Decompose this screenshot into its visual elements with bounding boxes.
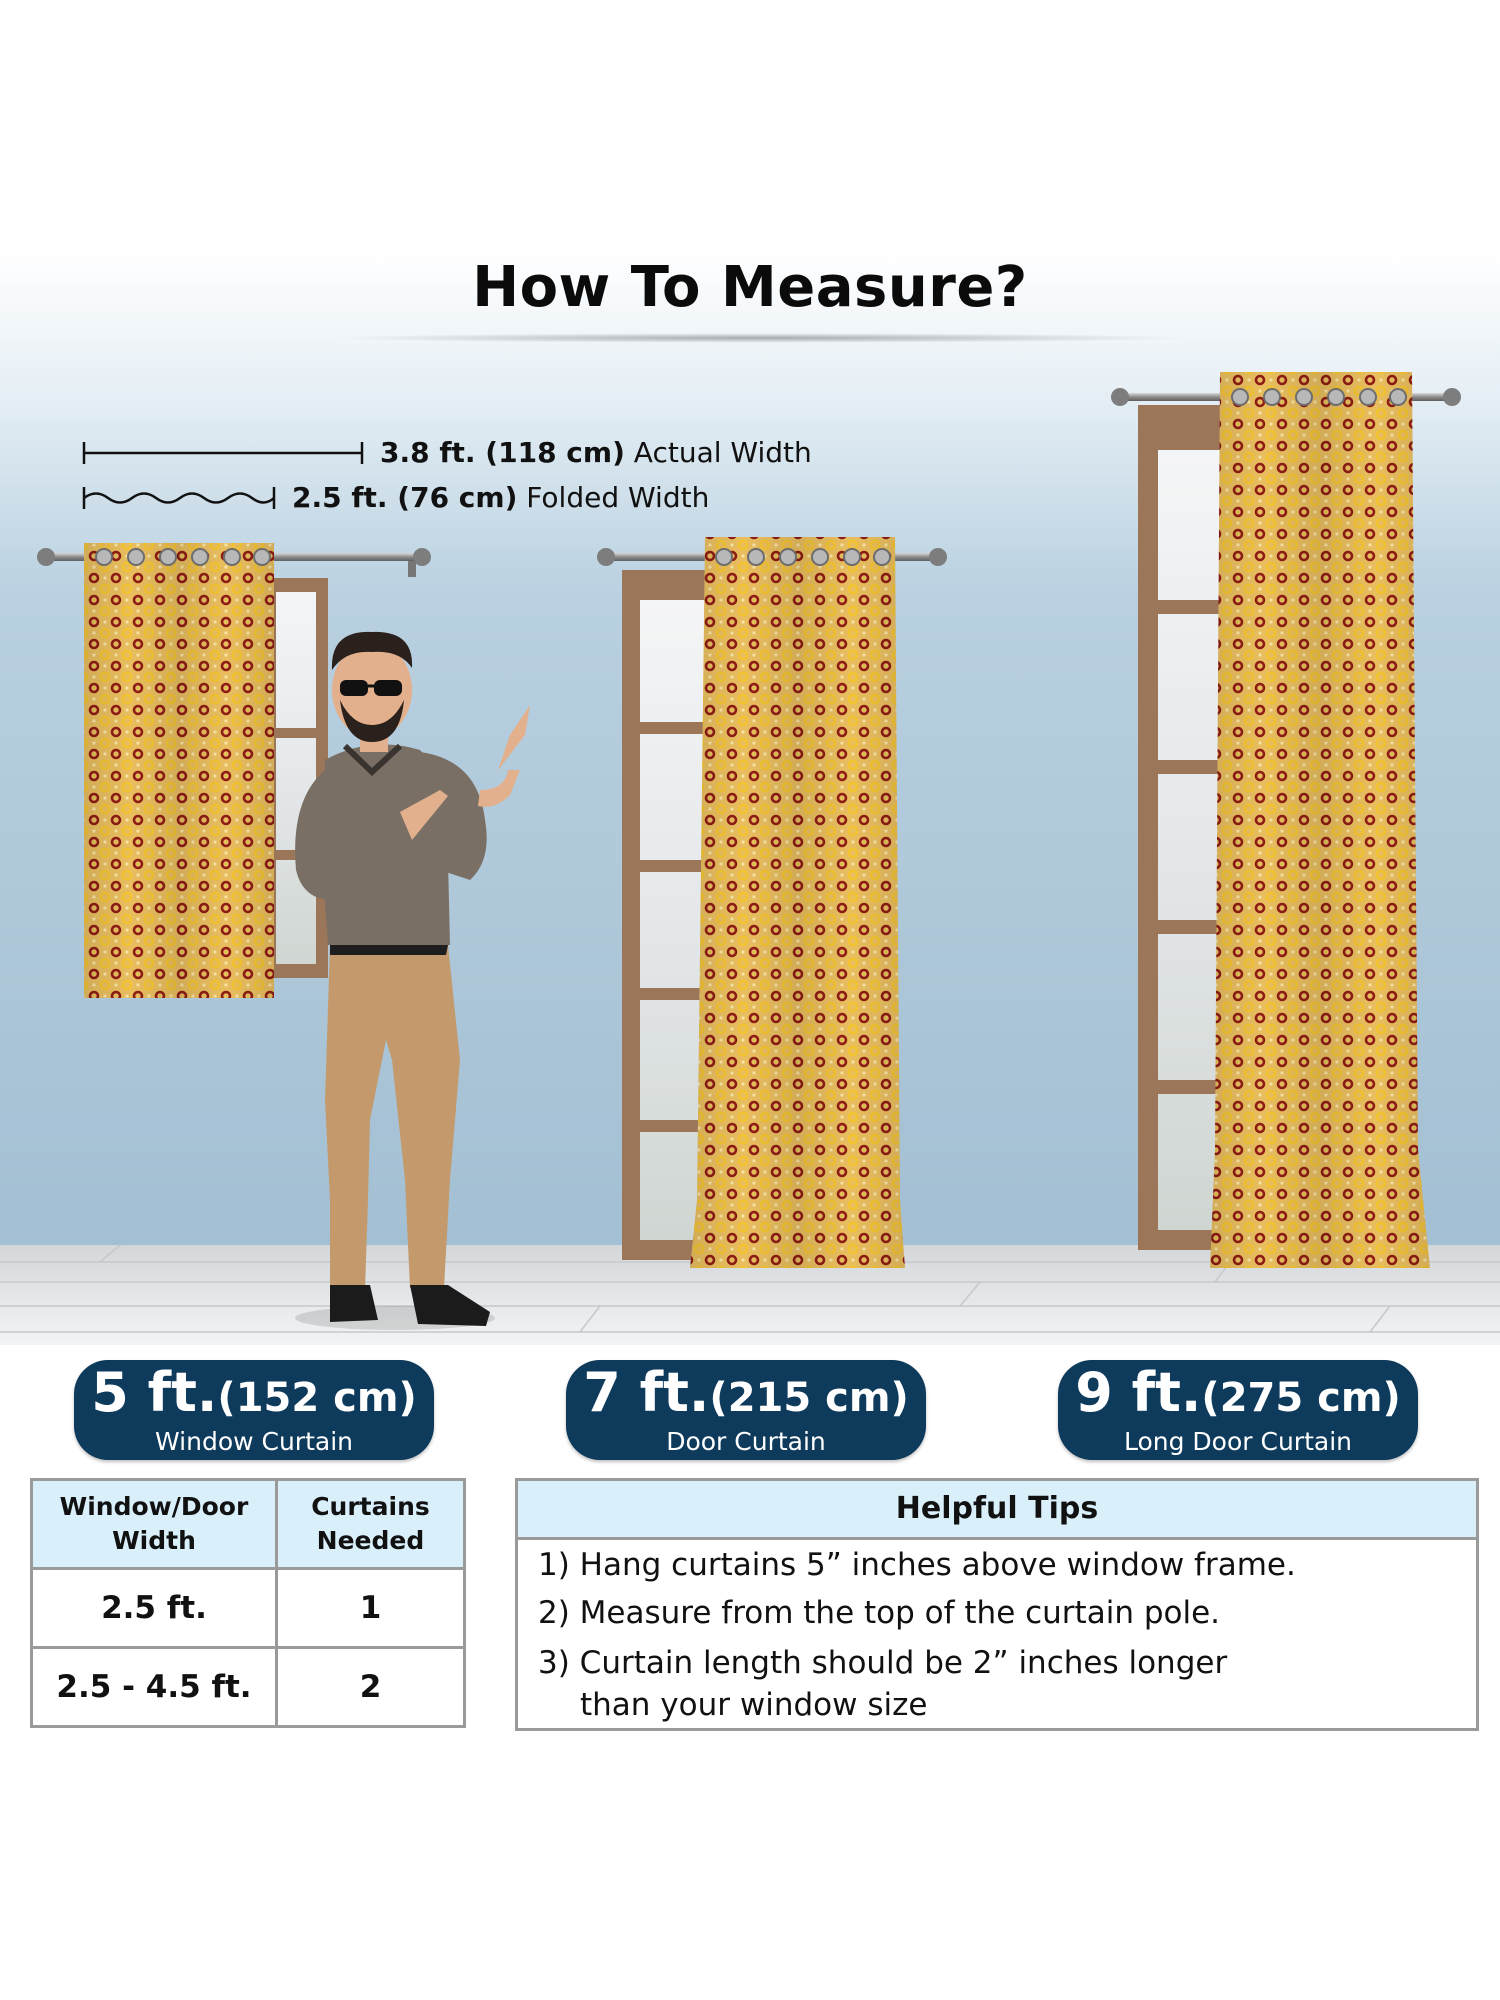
table-row — [32, 1569, 465, 1648]
folded-width-label — [292, 481, 709, 514]
folded-width-value: 2.5 ft. (76 cm) — [292, 481, 518, 514]
size-length: 9 ft. — [1075, 1361, 1202, 1424]
size-badge-long-door-curtain — [1058, 1360, 1418, 1460]
actual-width-value: 3.8 ft. (118 cm) — [380, 436, 625, 469]
header-curtains-needed: Curtains Needed — [276, 1480, 464, 1569]
curtains-needed-table — [30, 1478, 466, 1728]
cell-count: 1 — [276, 1569, 464, 1648]
size-length: 5 ft. — [91, 1361, 218, 1424]
table-row — [32, 1648, 465, 1727]
actual-width-label — [380, 436, 812, 469]
tip-item: than your window size — [580, 1687, 928, 1723]
size-length: 7 ft. — [583, 1361, 710, 1424]
header-width: Window/Door Width — [32, 1480, 277, 1569]
table-header-row — [32, 1480, 465, 1569]
folded-width-text: Folded Width — [526, 481, 710, 514]
cell-count: 2 — [276, 1648, 464, 1727]
size-type: Long Door Curtain — [1123, 1427, 1352, 1456]
size-metric: (152 cm) — [217, 1375, 417, 1421]
tips-heading: Helpful Tips — [518, 1481, 1476, 1540]
size-type: Window Curtain — [154, 1427, 353, 1456]
tip-item: 1) Hang curtains 5” inches above window frame. — [538, 1547, 1296, 1583]
cell-width: 2.5 ft. — [32, 1569, 277, 1648]
actual-width-text: Actual Width — [633, 436, 812, 469]
size-metric: (275 cm) — [1201, 1375, 1401, 1421]
tip-item: 2) Measure from the top of the curtain pole. — [538, 1595, 1220, 1631]
title-underline-shadow — [330, 333, 1190, 343]
long-door-curtain — [1210, 372, 1430, 1268]
helpful-tips-box — [515, 1478, 1479, 1731]
door-curtain — [690, 537, 905, 1268]
window-curtain — [84, 543, 274, 998]
size-badge-door-curtain — [566, 1360, 926, 1460]
tip-item: 3) Curtain length should be 2” inches longer — [538, 1645, 1228, 1681]
size-metric: (215 cm) — [709, 1375, 909, 1421]
size-type: Door Curtain — [666, 1427, 826, 1456]
size-badge-window-curtain — [74, 1360, 434, 1460]
cell-width: 2.5 - 4.5 ft. — [32, 1648, 277, 1727]
page-title: How To Measure? — [472, 255, 1028, 320]
